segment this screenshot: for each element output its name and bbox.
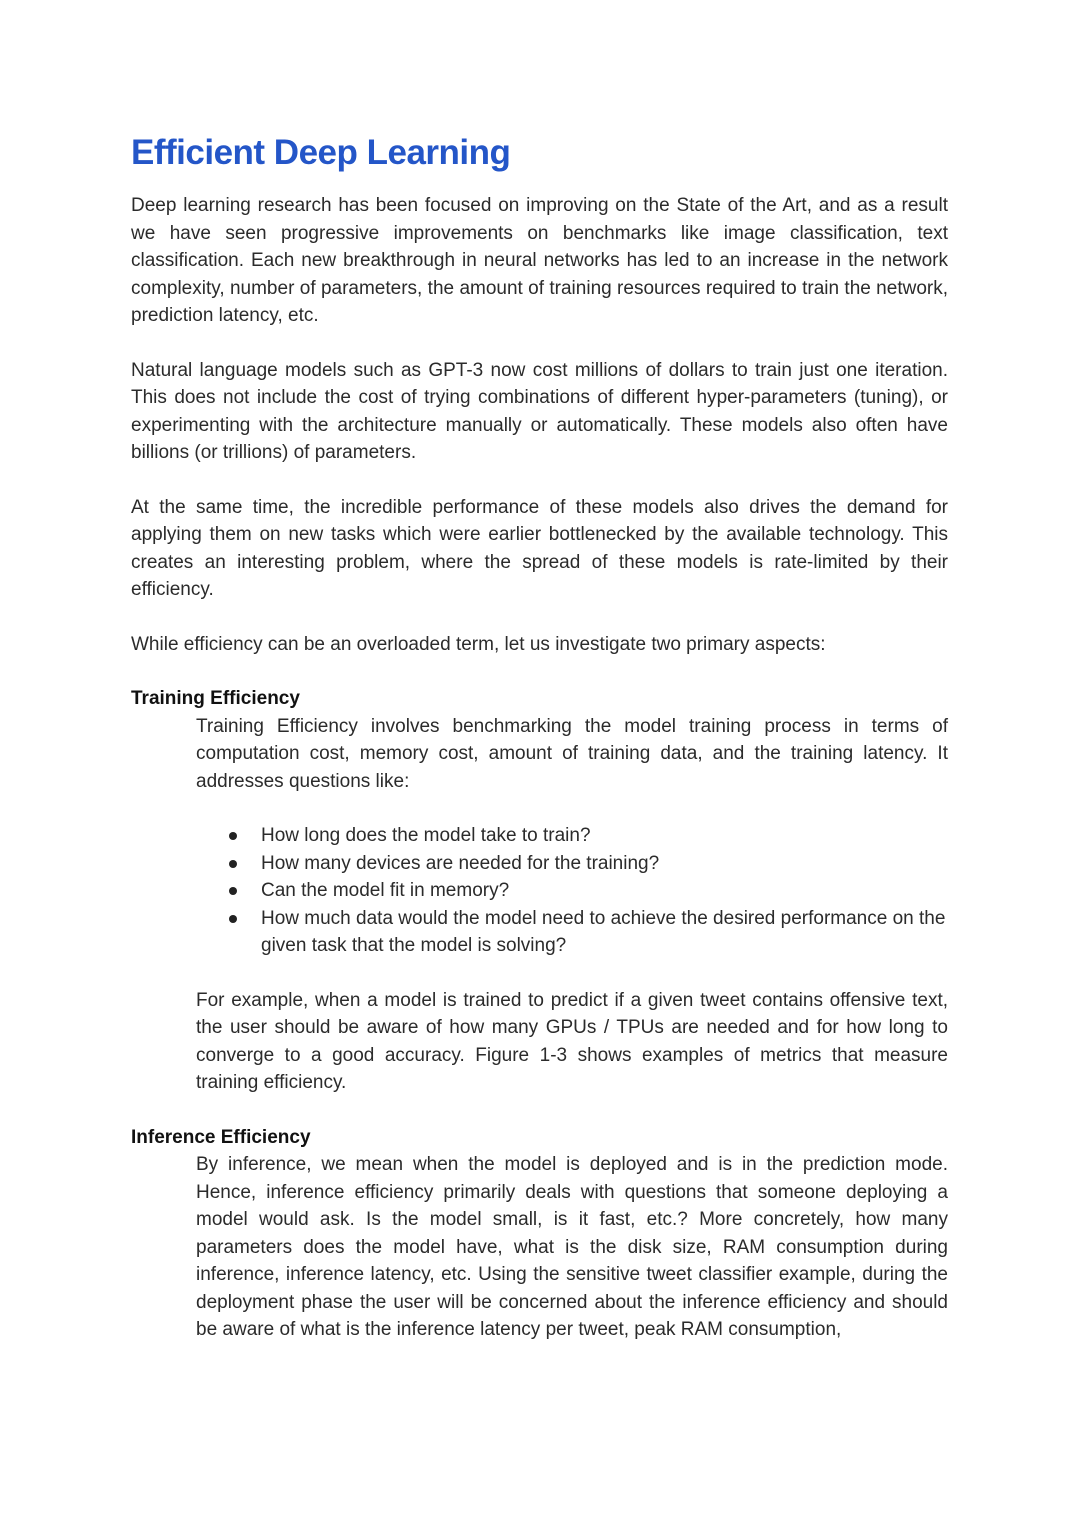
list-item: Can the model fit in memory? — [261, 877, 948, 905]
section-body-inference-efficiency — [196, 1151, 948, 1344]
list-item: How long does the model take to train? — [261, 822, 948, 850]
training-efficiency-example: For example, when a model is trained to predict if a given tweet contains offensive text, the user should be aware of how many GPUs / TPUs are needed and for how long to converge to a good accuracy. Figure 1-3 shows examples of metrics that measure training efficiency. — [196, 989, 948, 1093]
intro-paragraph-4: While efficiency can be an overloaded term, let us investigate two primary aspects: — [131, 633, 826, 655]
list-item: How much data would the model need to achieve the desired performance on the given task that the model is solving? — [261, 905, 948, 960]
document-page — [131, 128, 948, 1344]
section-body-training-efficiency-example — [196, 987, 948, 1097]
intro-paragraph-3: At the same time, the incredible performance of these models also drives the demand for applying them on new tasks which were earlier bottlenecked by the available technology. This creates an interesting problem, where the spread of these models is rate-limited by their efficiency. — [131, 496, 948, 600]
section-inference-efficiency — [131, 1124, 948, 1344]
section-heading-inference-efficiency: Inference Efficiency — [131, 1126, 311, 1148]
section-heading-training-efficiency: Training Efficiency — [131, 688, 300, 709]
intro-paragraph-1: Deep learning research has been focused on improving on the State of the Art, and as a result we have seen progressive improvements on benchmarks like image classification, text classification. Each new breakthrough in neural networks has led to an increase in the network complexity, number of parameters, the amount of training resources required to train the network, prediction latency, etc. — [131, 195, 948, 326]
list-item: How many devices are needed for the training? — [261, 850, 948, 878]
intro-paragraph-2: Natural language models such as GPT-3 now cost millions of dollars to train just one iteration. This does not include the cost of trying combinations of different hyper-parameters (tuning), or experimenting with the architecture manually or automatically. These models also often have billions (or trillions) of parameters. — [131, 359, 948, 463]
page-title: Efficient Deep Learning — [131, 133, 511, 172]
training-questions-list — [131, 822, 948, 960]
training-efficiency-intro: Training Efficiency involves benchmarking the model training process in terms of computation cost, memory cost, amount of training data, and the training latency. It addresses questions like: — [196, 715, 948, 792]
inference-efficiency-intro: By inference, we mean when the model is deployed and is in the prediction mode. Hence, inference efficiency primarily deals with questions that someone deploying a model would ask. Is the model small, is it fast, etc.? More concretely, how many parameters does the model have, what is the disk size, RAM consumption during inference, inference latency, etc. Using the sensitive tweet classifier example, during the deployment phase the user will be concerned about the inference efficiency and should be aware of what is the inference latency per tweet, peak RAM consumption, — [196, 1154, 948, 1340]
section-training-efficiency — [131, 685, 948, 1097]
section-body-training-efficiency — [196, 713, 948, 796]
